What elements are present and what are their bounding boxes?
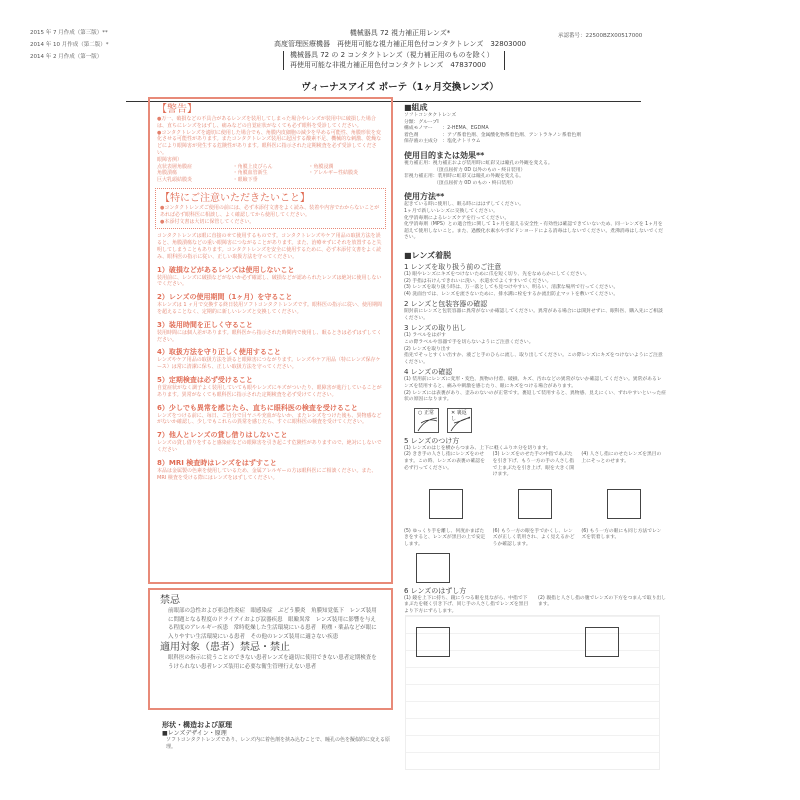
step-title: 6 レンズのはずし方	[404, 586, 467, 595]
purpose-line: （頂点屈折力 0D のもの・終日装用）	[434, 180, 516, 186]
step-text: (1) レンズのはじを横からつまみ、上下に軽くふりホ分を切ります。	[404, 445, 552, 451]
contraindications-title: 禁忌	[160, 595, 180, 606]
step-line: (4) 洗面台では、レンズを流さないために、排水溝に栓をするか流出防止マットを敷いてください。	[404, 291, 619, 297]
example: 角膜潰瘍	[157, 170, 178, 177]
step-title: 3 レンズの取り出し	[404, 324, 467, 333]
composition-title: ■組成	[404, 103, 428, 112]
warning-item-title: 5）定期検査は必ず受けること	[157, 375, 253, 384]
revision-date: 2015 年 7 月作成（第三版）**	[30, 30, 108, 36]
usage-line: 化学消毒剤（MPS）との適合性に関して 1ヶ月を超える安全性・有効性は確認できていないため、同一レンズを 1ヶ月を超えて使用しないこと。また、過酸化水素水やポビドンヨードによる消毒はしないでください。煮沸消毒はしないでください。	[404, 222, 664, 241]
composition-line: ソフトコンタクトレンズ	[404, 113, 457, 118]
classification-line: 機械器具 72 視力補正用レンズ*	[349, 29, 451, 37]
step-grid	[404, 452, 666, 548]
step-title: 5 レンズのつけ方	[404, 436, 460, 445]
step-text: (6) もう一方の眼にも同じ方法でレンズを装着します。	[581, 528, 662, 541]
step-line: この際ラベルや容器で手を切らないようにご注意ください。	[404, 340, 534, 346]
warning-box	[148, 97, 393, 584]
step-grid	[404, 596, 666, 664]
patient-contraindications-text: 眼科医の指示に従うことのできない患者レンズを適切に使用できない患者定期検査をうけられない患者レンズ装用に必要な衛生管理行えない患者	[168, 655, 377, 670]
classification-line: 機械器具 72 の 2 コンタクトレンズ（視力補正用のものを除く）	[290, 51, 494, 59]
example: ・角膜血管新生	[232, 170, 268, 177]
step-line: (2) レンズには表裏があり、歪みのないのが正常です。裏返して装用すると、異物感、見えにくい、ずれやすいといった症状の原因になります。	[404, 390, 666, 403]
finger-lens-illustration	[429, 489, 463, 519]
warning-item-title: 3）装用時間を正しく守ること	[157, 320, 253, 329]
purpose-line: （頂点屈折力 0D 以外のもの・終日装用）	[434, 167, 526, 173]
warning-item-title: 2）レンズの使用期間（1ヶ月）を守ること	[157, 293, 293, 302]
special-notice-text: ●コンタクトレンズご使用の前には、必ず本添付文書をよく読み、装着や内容でわからないことがあれば必ず眼科医に相談し、よく確認してから使用してください。	[160, 204, 380, 218]
purpose-line: 視力補正用：視力補正および装用時に虹彩又は瞳孔の外観を変える。	[404, 160, 553, 166]
step-text: (3) レンズをのせた手の中指であぶたを引き下げ、もう一方の手の人さし指で上まぶたを引き上げ、眼を大きく開けます。	[492, 452, 575, 478]
pinch-illustration	[585, 627, 619, 657]
warning-text: ●コンタクトレンズを適切に使用した場合でも、角膜内皮細胞の減少を早める可能性、角膜形状を変化させる可能性があります。またコンタクトレンズ装用に起因する酸素不足、機械的な刺激、乾燥などにより眼障害が発生する危険性があります。眼科医に指示された定期検査を必ず受診してください。	[157, 129, 382, 156]
contraindications-box	[148, 588, 393, 710]
step-list	[404, 272, 666, 298]
usage-title: 使用方法**	[404, 192, 445, 202]
blink-illustration	[416, 553, 450, 583]
warning-text: ●万一、破損などの不具合があるレンズを装用してしまった場合やレンズが装用中に破損した場合は、直ちにレンズをはずし、痛みなどの自覚症状がなくても必ず眼科を受診してください。	[157, 116, 376, 129]
warning-item-title: 8）MRI 検査時はレンズをはずすこと	[157, 458, 277, 467]
step-text: (1) 鏡を上下に持ち、鏡にうつる眼を見ながら、中指で下まぶたを軽く引き下げ、同じ手の人さし指でレンズを黒目より下方にずらします。	[404, 595, 529, 614]
warning-item-title: 1）破損などがあるレンズは使用しないこと	[157, 265, 295, 274]
eye-open-illustration	[518, 489, 552, 519]
usage-line: 化学消毒剤によるレンズケアを行ってください。	[404, 215, 510, 221]
lens-insert-illustration	[607, 489, 641, 519]
composition-line: 分類：グループⅠ	[404, 119, 439, 125]
warning-item-text: レンズやケア用品の取扱方法を誤ると眼障害につながります。レンズやケア用品（特にレンズ保存ケース）は常に清潔に保ち、正しい取扱方法を守ってください。	[157, 357, 381, 371]
warning-item-text: 装用時間には個人差があります。眼科医から指示された時間内で使用し、眠るときは必ずはずしてください。	[157, 329, 382, 343]
special-notice-text: ●本添付文書は大切に保管してください。	[160, 218, 255, 225]
usage-line: 1ヶ月で新しいレンズに交換してください。	[404, 208, 498, 214]
shape-section	[162, 720, 392, 751]
classification-line: 高度管理医療機器 再使用可能な視力補正用色付コンタクトレンズ 32803000	[274, 40, 526, 48]
approval-number: 承認番号：22500BZX00517000	[558, 33, 643, 39]
composition-line: 着色剤 ：アゾ系着色剤、金属酸化物系着色剤、アントラキノン系着色剤	[404, 132, 582, 138]
figure-label: ✕ 裏返し	[451, 409, 467, 423]
examples-list	[157, 164, 384, 184]
warning-item-text: レンズをつける前に、毎日、ご自分で目ヤニや充血がないか、またレンズをつけた後も、異物感などがないか確認し、少しでもこれらの異常を感じたら、すぐに眼科医の検査を受けてください。	[157, 412, 382, 426]
warning-item-text: レンズの貸し借りをすると感染症などの眼障害を引き起こす危険性がありますので、絶対にしないでください	[157, 440, 382, 453]
contraindications-text: 前眼部の急性および亜急性炎症 眼感染症 ぶどう膜炎 角膜知覚低下 レンズ装用に問題となる程度のドライアイおよび涙器疾患 眼瞼異常 レンズ装用に影響を与える程度のアレルギー疾患 常時乾燥した生活環境にいる患者 粉塵・薬品などが眼に入りやすい生活環境にいる患者 その他のレンズ装用に適さない疾患	[168, 608, 377, 640]
warning-item-text: 自覚症状がなく調子よく装用していても眼やレンズにキズがついたり、眼障害が進行していることがあります。異常がなくても眼科医に指示された定期検査を必ず受けてください。	[157, 384, 382, 398]
warning-items	[157, 265, 384, 482]
patient-contraindications-title: 適用対象（患者）禁忌・禁止	[160, 642, 290, 653]
purpose-title: 使用目的または効果**	[404, 150, 485, 160]
right-column	[404, 102, 666, 663]
step-text: (4) 人さし指にのせたレンズを黒目の上にそっとのせます。	[581, 452, 662, 464]
step-list	[404, 377, 666, 403]
example: ・角膜浸潤	[308, 163, 334, 170]
composition-list	[404, 113, 666, 146]
step-text: (2) 親指と人さし指の腹でレンズの下方をつまんで取り出します。	[538, 595, 666, 608]
example: ・眼瞼下垂	[232, 177, 258, 184]
step-text: (2) きき手の人さし指にレンズをのせます。この時、レンズの表裏の確認を必ず行ってください。	[404, 452, 485, 471]
usage-list	[404, 202, 666, 242]
classification-line: 再使用可能な非視力補正用色付コンタクトレンズ 47837000	[290, 61, 486, 69]
lens-inverted-figure	[447, 408, 472, 433]
revision-date: 2014 年 2 月作成（第一版）	[30, 54, 103, 60]
classification-bracket	[283, 51, 505, 70]
step-text: (5) ゆっくり手を離し、何度かまばたきをすると、レンズが黒目の上で安定します。	[404, 528, 486, 547]
warning-item-text: 装用前に、レンズに破損などがないか必ず確認し、破損などが認められたレンズは絶対に使用しないでください。	[157, 274, 382, 288]
shape-title: 形状・構造および原理	[162, 721, 232, 729]
step-text: (6) もう一方の眼を手でかくし、レンズが正しく装用され、よく見えるかどうか確認します。	[492, 528, 575, 547]
step-list	[404, 333, 666, 366]
shape-subtitle: ■レンズデザイン・原理	[162, 730, 227, 737]
usage-line: 起きている時に使用し、眠る時にははずしてください。	[404, 202, 524, 208]
revision-date: 2014 年 10 月作成（第二版）*	[30, 42, 109, 48]
example: ・角膜上皮びらん	[232, 163, 273, 170]
purpose-line: 非視力補正用：装用時に虹彩又は瞳孔の外観を変える。	[404, 174, 524, 180]
example: 点状表層角膜症	[157, 163, 193, 170]
wearing-title: ■レンズ着脱	[404, 250, 452, 260]
step-title: 1 レンズを取り扱う前のご注意	[404, 262, 502, 271]
warning-item-text: 本レンズは 1 ヶ月で交換する終日装用ソフトコンタクトレンズです。眼科医の指示に従い、使用期間を超えることなく、定期的に新しいレンズと交換してください。	[157, 302, 383, 315]
warning-title: 【警告】	[157, 104, 197, 115]
example: 巨大乳頭結膜炎	[157, 177, 193, 184]
step-line: 指先でそっとすくい出すか、液ごと手のひらに流し、取り出してください。この際レンズにキズをつけないようにご注意ください。	[404, 353, 663, 365]
lens-figures	[414, 408, 666, 433]
warning-item-title: 7）他人とレンズの貸し借りはしないこと	[157, 431, 288, 440]
shape-text: ソフトコンタクトレンズであり、レンズ内に着色剤を挟み込むことで、瞳孔の色を擬似的に変える原理。	[166, 737, 390, 750]
figure-label: ○ 正常	[418, 409, 434, 416]
removal-illustration	[416, 627, 450, 657]
product-title: ヴィーナスアイズ ポーテ（1ヶ月交換レンズ）	[301, 82, 499, 93]
warning-intro: コンタクトレンズは眼に直接のせて使用するものです。コンタクトレンズやケア用品の取扱方法を誤ると、角膜潰瘍などの重い眼障害につながることがあります。また、治療せずにそれを放置すると失明してしまうこともあります。コンタクトレンズを安全に使用するために、必ず本添付文書をよく読み、眼科医の指示に従い、正しい取扱方法を守ってください。	[157, 233, 382, 260]
composition-line: 構成モノマー ：2-HEMA、EGDMA	[404, 126, 489, 132]
step-line: (2) 手指は石けんできれいに洗い、水道水でよくすすいでください。	[404, 278, 552, 284]
warning-item-title: 4）取扱方法を守り正しく使用すること	[157, 348, 281, 357]
warning-item-text: 本品は金属製の色素を使用しているため、金属アレルギーの方は眼科医にご相談ください。また、MRI 検査を受ける際にはレンズをはずしてください。	[157, 467, 377, 481]
step-text: 開封前にレンズと包装容器に異常がないか確認してください。異常がある場合には開封せずに、眼科医、購入先にご相談ください。	[404, 309, 663, 321]
special-notice-title: 【特にご注意いただきたいこと】	[160, 192, 310, 204]
step-title: 4 レンズの確認	[404, 368, 453, 377]
step-line: (2) レンズを取り出す	[404, 346, 451, 352]
warning-item-title: 6）少しでも異常を感じたら、直ちに眼科医の検査を受けること	[157, 403, 358, 412]
step-line: (1) ラベルをはがす	[404, 333, 446, 339]
step-line: (1) 装用前にレンズに変形・変色、異物の付着、破損、キズ、汚れなどの異常がないか確認してください。異常があるレンズを装用すると、痛みや刺激を感じたり、眼にキズをつける場合があります。	[404, 377, 662, 390]
example: ・アレルギー性結膜炎	[308, 170, 359, 177]
composition-line: 保存液の主成分 ：塩化ナトリウム	[404, 139, 481, 145]
step-title: 2 レンズと包装容器の確認	[404, 300, 488, 309]
revision-dates	[30, 27, 109, 63]
special-notice-box	[155, 188, 386, 229]
step-line: (1) 眼やレンズにキズをつけないために爪を短く切り、先をなめらかにしてください。	[404, 271, 590, 277]
examples-label: 眼障害例）	[157, 156, 183, 163]
step-line: (3) レンズを取り扱う時は、万一落としても見つけやすい、明るい、清潔な場所で行ってください。	[404, 285, 619, 291]
lens-normal-figure	[414, 408, 439, 433]
